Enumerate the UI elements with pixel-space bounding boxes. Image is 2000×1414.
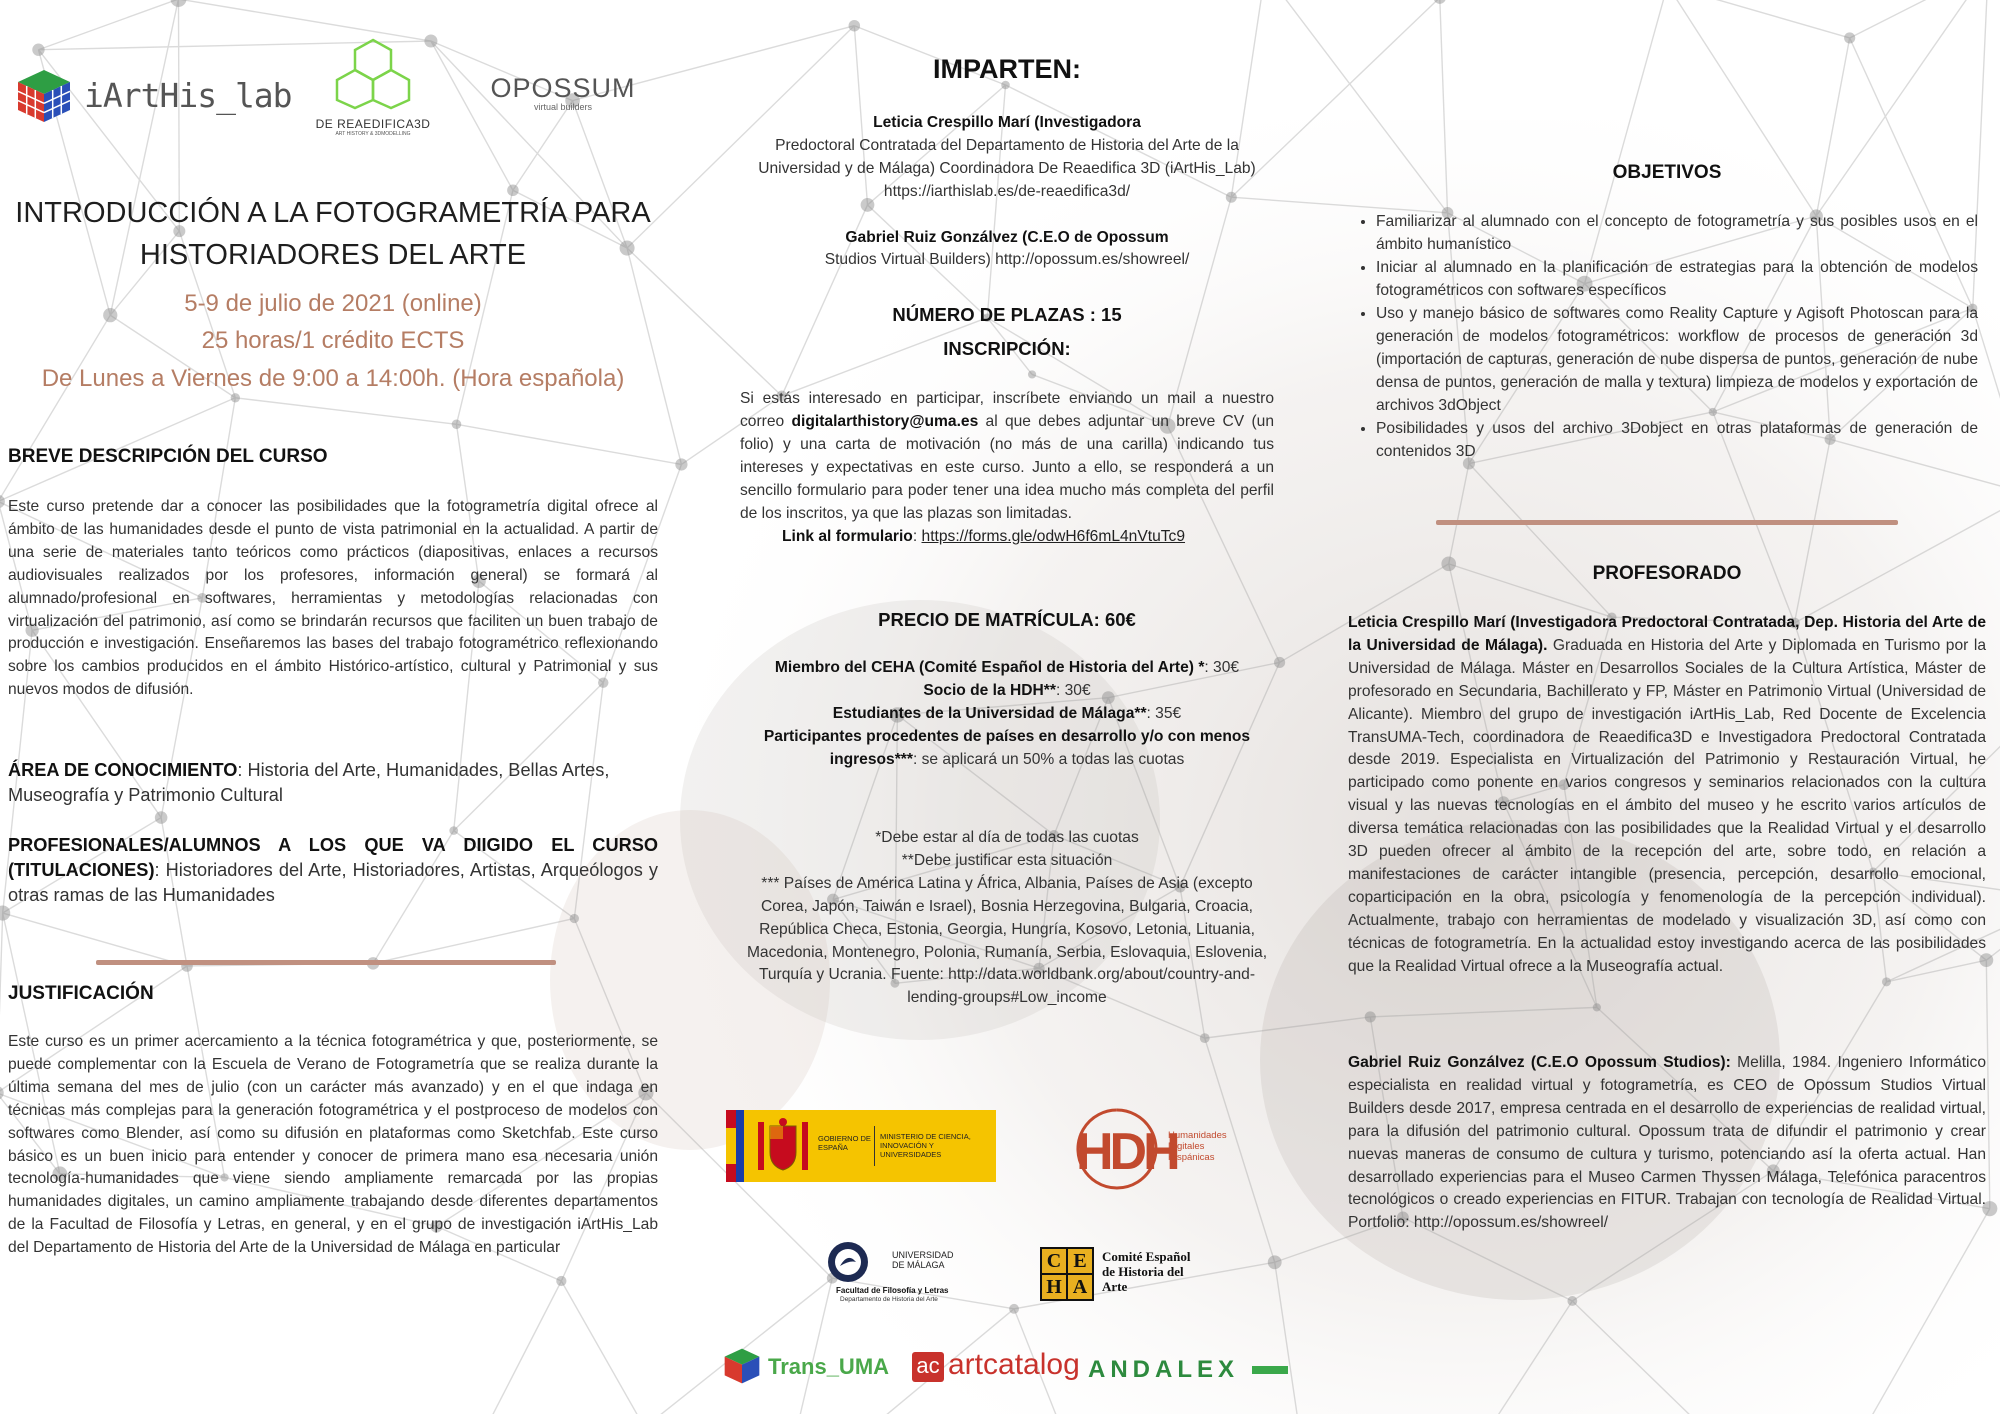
precio-ceha: Miembro del CEHA (Comité Español de Historia del Arte) *	[774, 659, 1205, 676]
area-label: ÁREA DE CONOCIMIENTO	[8, 760, 238, 780]
divider-rule	[96, 960, 556, 965]
inscripcion-heading: INSCRIPCIÓN:	[943, 338, 1071, 359]
eu-flag-icon	[736, 1110, 744, 1182]
precio-hdh: Socio de la HDH**	[923, 681, 1056, 699]
inscripcion-text-1: Si estás interesado en participar, inscríbete enviando un mail a nuestro correo	[740, 390, 1274, 430]
justificacion-heading: JUSTIFICACIÓN	[8, 983, 154, 1004]
rubik-cube-icon	[14, 66, 74, 126]
ceha-letter-a: A	[1068, 1275, 1092, 1299]
profesor-2	[1348, 1052, 1986, 1235]
reaedifica-logo-tag: ART HISTORY & 3DMODELLING	[335, 131, 411, 137]
precio-desarrollo-1: Participantes procedentes de países en desarrollo y/o con menos	[763, 727, 1251, 745]
artcatalog-logo	[912, 1348, 1087, 1388]
inscripcion-email[interactable]: digitalarthistory@uma.es	[791, 412, 979, 430]
spain-flag-icon	[726, 1110, 736, 1182]
area-block	[8, 758, 658, 808]
precio-hdh-value: : 30€	[1055, 681, 1091, 699]
imparten-p1-line1: Predoctoral Contratada del Departamento de Historia del Arte de la	[775, 136, 1239, 154]
transuma-cube-icon	[722, 1346, 762, 1386]
profesor-2-bio: Melilla, 1984. Ingeniero Informático especialista en realidad virtual y fotogrametría, es CEO de Opossum Studios Virtual Builders desde 2017, empresa centrada en el desarrollo de experiencias de realidad virtual, para la difusión del patrimonio cultural. Opossum trata de difundir el patrimonio y crear nuevas maneras de consumo de cultura y turismo, potenciando así la oferta actual. Han desarrollado experiencias para el Museo Carmen Thyssen Málaga, Telefónica paracentros tecnológicos o creado experiencias en FITUR. Trabajan con tecnología de Realidad Virtual. Portfolio: http://opossum.es/showreel/	[1348, 1054, 1986, 1232]
uma-seal-icon	[826, 1240, 870, 1284]
hdh-logo	[1072, 1104, 1242, 1194]
ceha-logo	[1040, 1247, 1210, 1303]
course-hours: 25 horas/1 crédito ECTS	[201, 327, 465, 354]
profesorado-heading: PROFESORADO	[1592, 563, 1742, 584]
nota-1: *Debe estar al día de todas las cuotas	[875, 829, 1139, 846]
uma-line1: UNIVERSIDAD	[892, 1250, 954, 1260]
nota-3: *** Países de América Latina y África, Albania, Países de Asia (excepto Corea, Japón, Taiwán e Israel), Bosnia Herzegovina, Bulgaria, Croacia, República Checa, Estonia, Georgia, Hungría, Kosovo, Letonia, Lituania, Macedonia, Montenegro, Polonia, Rumanía, Serbia, Eslovaquia, Eslovenia, Turquía y Ucrania. Fuente: http://data.worldbank.org/about/country-and-lending-groups#Low_income	[746, 874, 1268, 1007]
iarthis-logo	[14, 66, 292, 126]
cubes-icon	[333, 38, 413, 110]
ministerio-text: MINISTERIO DE CIENCIA, INNOVACIÓN Y UNIVERSIDADES	[880, 1132, 971, 1159]
iarthis-logo-text: iArtHis_lab	[84, 76, 292, 115]
transuma-text: Trans_UMA	[768, 1354, 890, 1379]
profesionales-text: : Historiadores del Arte, Historiadores, Artistas, Arqueólogos y otras ramas de las Humanidades	[8, 860, 658, 905]
precio-desarrollo-value: : se aplicará un 50% a todas las cuotas	[912, 750, 1185, 768]
imparten-heading: IMPARTEN:	[933, 54, 1081, 84]
uma-department: Departamento de Historia del Arte	[840, 1296, 938, 1303]
ceha-text: Comité Español de Historia del Arte	[1102, 1249, 1191, 1294]
opossum-logo	[478, 74, 648, 114]
objetivo-item: • Posibilidades y usos del archivo 3Dobject en otras plataformas de generación de contenidos 3D	[1376, 417, 1978, 463]
form-link-line	[782, 526, 1274, 549]
nota-2: **Debe justificar esta situación	[901, 851, 1113, 869]
breve-heading: BREVE DESCRIPCIÓN DEL CURSO	[8, 446, 328, 467]
course-title-line2: HISTORIADORES DEL ARTE	[139, 239, 527, 271]
imparten-p2-line1: Studios Virtual Builders) http://opossum.es/showreel/	[824, 251, 1190, 269]
imparten-p1-line3: https://iarthislab.es/de-reaedifica3d/	[883, 182, 1131, 200]
justificacion-text: Este curso es un primer acercamiento a la técnica fotogramétrica y que, posteriormente, se puede complementar con la Escuela de Verano de Fotogrametría que se realiza durante la última semana del mes de julio (con un carácter más avanzado) y en el que indaga en técnicas más complejas para la generación fotogramétrica y el postproceso de modelos con softwares como Blender, así como su difusión en plataformas como Sketchfab. Este curso básico es un buen inicio para entender y conocer de primera mano esa necesaria unión tecnología-humanidades que viene siendo ampliamente remarcada por las propias humanidades digitales, un camino ampliamente trabajando desde diferentes departamentos de la Facultad de Filosofía y Letras, en general, y en el grupo de investigación iArtHis_Lab del Departamento de Historia del Arte de la Universidad de Málaga en particular	[8, 1033, 658, 1257]
reaedifica-logo	[308, 38, 438, 148]
precio-list	[720, 657, 1294, 772]
form-link-label: Link al formulario	[782, 528, 913, 545]
imparten-p1-line2: Universidad y de Málaga) Coordinadora De Reaedifica 3D (iArtHis_Lab)	[758, 159, 1256, 177]
ceha-letter-c: C	[1042, 1249, 1066, 1273]
notas-block	[740, 827, 1274, 1010]
opossum-logo-tag: virtual builders	[533, 102, 593, 112]
objetivo-item: • Familiarizar al alumnado con el concepto de fotogrametría y sus posibles usos en el ámbito humanístico	[1376, 210, 1978, 256]
divider-rule-right	[1436, 520, 1898, 525]
course-dates: 5-9 de julio de 2021 (online)	[184, 290, 482, 317]
plazas-heading: NÚMERO DE PLAZAS : 15	[892, 304, 1122, 325]
objetivo-item: • Iniciar al alumnado en la planificación de estrategias para la obtención de modelos fotogramétricos con softwares específicos	[1376, 256, 1978, 302]
uma-line2: DE MÁLAGA	[892, 1260, 945, 1270]
breve-text: Este curso pretende dar a conocer las posibilidades que la fotogrametría digital ofrece al ámbito de las humanidades desde el punto de vista patrimonial en la actualidad. A partir de una serie de materiales tanto teóricos como prácticos (diapositivas, enlaces a recursos audiovisuales realizados por los profesores, información general) se formará al alumnado/profesional en softwares, herramientas y metodologías relacionadas con virtualización del patrimonio, así como se brindarán recursos que faciliten un buen trabajo de producción e investigación. Enseñaremos las bases del trabajo fotogramétrico reflexionando sobre los cambios producidos en el ámbito Histórico-artístico, cultural y Patrimonial y sus nuevos modos de difusión.	[8, 498, 658, 699]
objetivo-item: • Uso y manejo básico de softwares como Reality Capture y Agisoft Photoscan para la generación de modelos fotogramétricos: workflow de procesos de generación 3d (importación de capturas, generación de nube dispersa de puntos, generación de nube densa de puntos, generación de malla y textura) limpieza de modelos y exportación de archivos 3dObject	[1376, 302, 1978, 417]
opossum-logo-text: OPOSSUM	[490, 73, 636, 103]
ceha-letters-box	[1040, 1247, 1094, 1301]
inscripcion-text	[740, 388, 1274, 525]
andalex-bar	[1252, 1366, 1288, 1374]
inscripcion-text-2: al que debes adjuntar un breve CV (un folio) y una carta de motivación (no más de una carilla) indicando tus intereses y expectativas en este curso. Junto a ello, se responderá a un sencillo formulario para poder tener una idea mucho más completa del perfil de los inscritos, ya que las plazas son limitadas.	[740, 412, 1274, 522]
objetivos-list	[1348, 210, 1978, 463]
andalex-text: ANDALEX	[1088, 1356, 1240, 1383]
imparten-block	[740, 112, 1274, 272]
form-link[interactable]: https://forms.gle/odwH6f6mL4nVtuTc9	[921, 528, 1186, 545]
profesor-1-name: Leticia Crespillo Marí (Investigadora Predoctoral Contratada, Dep. Historia del Arte de la Universidad de Málaga).	[1348, 614, 1986, 654]
ceha-letter-h: H	[1042, 1275, 1066, 1299]
uma-faculty: Facultad de Filosofía y Letras	[836, 1286, 949, 1295]
imparten-p2-name: Gabriel Ruiz Gonzálvez (C.E.O de Opossum	[845, 228, 1169, 246]
objetivos-heading: OBJETIVOS	[1612, 162, 1722, 183]
course-schedule: De Lunes a Viernes de 9:00 a 14:00h. (Hora española)	[41, 365, 625, 392]
precio-ceha-value: : 30€	[1204, 659, 1240, 676]
profesionales-block	[8, 833, 658, 908]
form-link-separator: :	[912, 528, 922, 545]
hdh-text: Humanidades Digitales Hispánicas	[1168, 1130, 1227, 1163]
gobierno-text: GOBIERNO DE ESPAÑA	[818, 1134, 871, 1152]
reaedifica-logo-text: DE REAEDIFICA3D	[315, 117, 431, 131]
artcatalog-mark: ac	[912, 1352, 944, 1382]
andalex-logo	[1088, 1356, 1288, 1386]
imparten-p1-name: Leticia Crespillo Marí (Investigadora	[873, 114, 1141, 131]
precio-uma-value: : 35€	[1146, 704, 1182, 722]
coat-of-arms-icon	[752, 1116, 814, 1176]
uma-logo	[826, 1240, 966, 1306]
ceha-letter-e: E	[1068, 1249, 1092, 1273]
logo-separator	[874, 1126, 875, 1166]
ministerio-logo	[726, 1110, 996, 1182]
precio-uma: Estudiantes de la Universidad de Málaga**	[832, 704, 1147, 722]
precio-heading: PRECIO DE MATRÍCULA: 60€	[878, 609, 1136, 630]
profesor-1	[1348, 612, 1986, 979]
precio-desarrollo-2: ingresos***	[829, 750, 913, 768]
artcatalog-text: artcatalog	[948, 1348, 1080, 1381]
hdh-letters: HDH	[1076, 1123, 1177, 1181]
profesor-1-bio: Graduada en Historia del Arte y Diplomada en Turismo por la Universidad de Málaga. Máster en Desarrollos Sociales de la Cultura Artística, Máster de profesorado en Secundaria, Bachillerato y FP, Máster en Patrimonio Virtual (Universidad de Alicante). Miembro del grupo de investigación iArtHis_Lab, Red Docente de Excelencia TransUMA-Tech, coordinadora de Reaedifica3D e Investigadora Predoctoral Contratada desde 2019. Especialista en Virtualización del Patrimonio y Restauración Virtual, he participado como ponente en varios congresos y seminarios relacionados con la cultura visual y las nuevas tecnologías en el ámbito del museo y he escrito varios artículos de diversa temática relacionadas con las posibilidades que la Realidad Virtual y el desarrollo 3D pueden ofrecer al ámbito de la recepción del arte, sobre todo, en relación a manifestaciones de carácter intangible (presencia, percepción, desarrollo emocional, coparticipación en la obra, psicología y fenomenología de la percepción individual). Actualmente, trabajo con herramientas de modelado y visualización 3D, así como con técnicas de fotogrametría. En la actualidad estoy investigando acerca de las posibilidades que la Realidad Virtual ofrece a la Museografía actual.	[1348, 636, 1986, 975]
profesionales-label: PROFESIONALES/ALUMNOS A LOS QUE VA DIIGIDO EL CURSO (TITULACIONES)	[8, 835, 658, 880]
transuma-logo	[722, 1346, 890, 1390]
area-text: : Historia del Arte, Humanidades, Bellas Artes, Museografía y Patrimonio Cultural	[8, 760, 610, 805]
profesor-2-name: Gabriel Ruiz Gonzálvez (C.E.O Opossum Studios):	[1348, 1054, 1731, 1071]
course-title-line1: INTRODUCCIÓN A LA FOTOGRAMETRÍA PARA	[15, 197, 651, 229]
